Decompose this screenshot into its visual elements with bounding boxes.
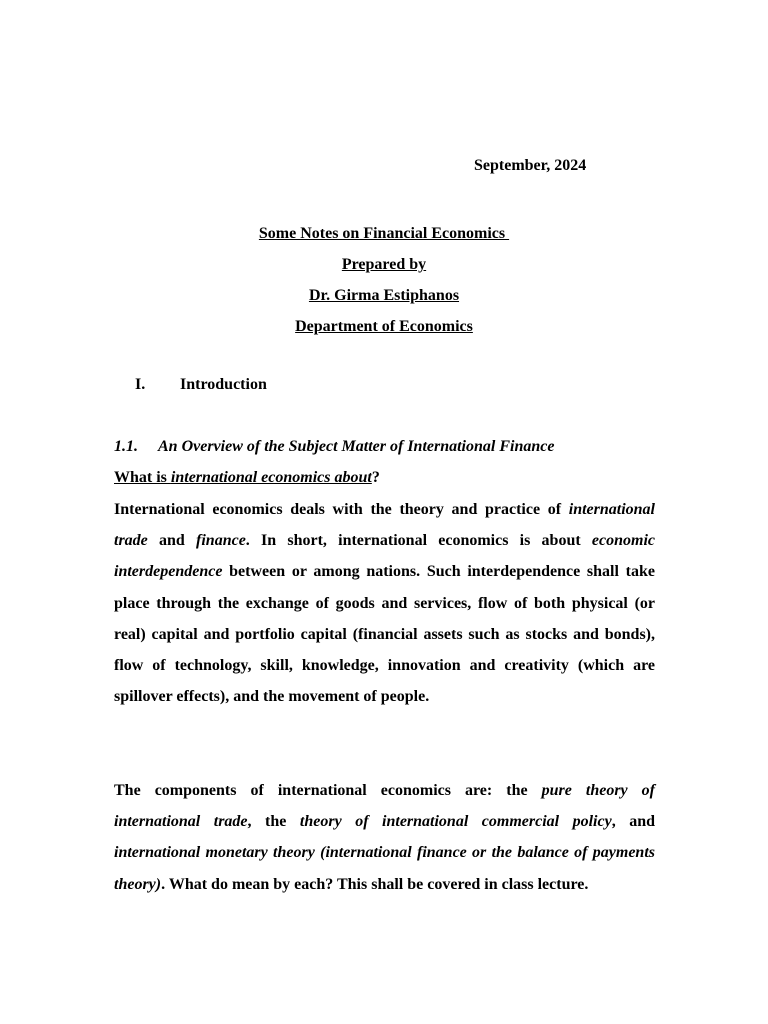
emphasis-finance: finance — [196, 532, 246, 550]
document-date: September, 2024 — [474, 157, 587, 174]
question-prefix: What is — [114, 469, 171, 486]
section-heading — [135, 374, 267, 396]
paragraph-text: and — [147, 532, 197, 550]
subsection-number: 1.1. — [114, 438, 138, 455]
paragraph-text: . In short, international economics is about — [245, 532, 592, 550]
question-emphasis: international economics about — [170, 469, 372, 486]
emphasis-international-trade: international trade — [114, 501, 655, 550]
paragraph-components — [114, 775, 655, 900]
paragraph-text: The components of international economics are: the — [114, 782, 542, 799]
author-name: Dr. Girma Estiphanos — [308, 287, 460, 304]
paragraph-text: between or among nations. Such interdependence shall take place through the exchange of goods and services, flow of both physical (or real) capital and portfolio capital (financial assets such as stocks and bonds), flow of technology, skill, knowledge, innovation and creativity (which are spillover effects), and the movement of people. — [114, 563, 655, 706]
paragraph-text: . What do mean by each? This shall be covered in class lecture. — [161, 875, 589, 893]
subsection-heading — [114, 436, 554, 458]
emphasis-economic-interdependence: economic interdependence — [114, 532, 655, 581]
document-title: Some Notes on Financial Economics — [258, 225, 510, 242]
paragraph-definition — [114, 494, 655, 712]
emphasis-commercial-policy: theory of international commercial policy — [299, 813, 612, 831]
emphasis-monetary-theory: international monetary theory (international finance or the balance of payments theory) — [114, 844, 655, 893]
paragraph-text: International economics deals with the theory and practice of — [114, 501, 569, 518]
department-name: Department of Economics — [295, 318, 473, 335]
emphasis-pure-theory: pure theory of international trade — [114, 782, 656, 831]
section-number: I. — [135, 376, 146, 393]
subsection-title: An Overview of the Subject Matter of International Finance — [158, 438, 555, 455]
prepared-by-label: Prepared by — [341, 256, 427, 273]
paragraph-text: , the — [247, 813, 300, 831]
question-suffix: ? — [371, 469, 380, 486]
question-heading — [114, 467, 380, 489]
section-title: Introduction — [180, 376, 267, 393]
paragraph-text: , and — [611, 813, 656, 831]
title-block — [0, 218, 768, 342]
